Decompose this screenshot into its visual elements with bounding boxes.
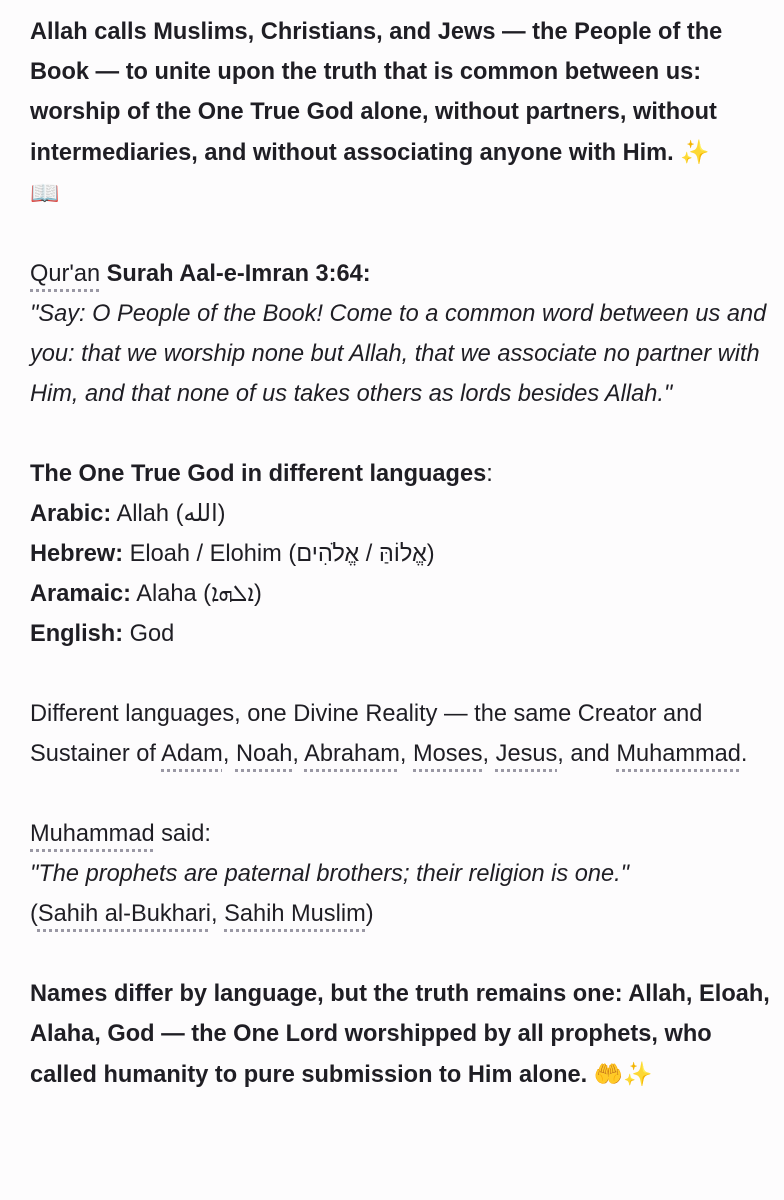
prophet-link-adam[interactable]: Adam: [161, 741, 223, 767]
language-item-aramaic: Aramaic: Alaha (ܐܠܗܐ): [30, 581, 262, 607]
prophet-link-jesus[interactable]: Jesus: [495, 741, 558, 767]
language-item-arabic: Arabic: Allah (الله): [30, 501, 226, 527]
closing-paragraph: [30, 974, 776, 1095]
source-link-bukhari[interactable]: Sahih al-Bukhari: [37, 901, 211, 927]
quran-link[interactable]: Qur'an: [30, 261, 101, 287]
open-book-icon: 📖: [30, 179, 60, 207]
quran-reference-line: [30, 254, 770, 294]
sparkles-icon: ✨: [623, 1060, 653, 1088]
hadith-sources: (Sahih al-Bukhari, Sahih Muslim): [30, 901, 374, 927]
prophet-link-abraham[interactable]: Abraham: [304, 741, 400, 767]
prophet-link-muhammad[interactable]: Muhammad: [616, 741, 741, 767]
language-item-hebrew: Hebrew: Eloah / Elohim (אֱלוֹהַּ / אֱלֹהִים): [30, 541, 435, 567]
muhammad-link[interactable]: Muhammad: [30, 821, 155, 847]
intro-paragraph: [30, 12, 770, 214]
surah-reference: Surah Aal-e-Imran 3:64:: [106, 261, 371, 287]
prophet-link-noah[interactable]: Noah: [235, 741, 293, 767]
divine-reality-paragraph: Different languages, one Divine Reality — the same Creator and Sustainer of Adam, Noah, Abraham, Moses, Jesus, and Muhammad.: [30, 701, 748, 767]
post-body: [30, 12, 776, 1095]
source-link-muslim[interactable]: Sahih Muslim: [224, 901, 366, 927]
closing-text: Names differ by language, but the truth remains one: Allah, Eloah, Alaha, God — the One Lord worshipped by all prophets, who called humanity to pure submission to Him alone.: [30, 981, 776, 1088]
prophet-link-moses[interactable]: Moses: [413, 741, 483, 767]
sparkles-icon: ✨: [680, 138, 710, 166]
raised-hands-icon: 🤲: [593, 1060, 624, 1088]
language-item-english: English: God: [30, 621, 175, 647]
languages-heading: The One True God in different languages:: [30, 461, 493, 487]
quran-quote: "Say: O People of the Book! Come to a common word between us and you: that we worship none but Allah, that we associate no partner with Him, and that none of us takes others as lords besides Allah.": [30, 301, 773, 407]
hadith-intro: Muhammad said:: [30, 821, 211, 847]
intro-text: Allah calls Muslims, Christians, and Jews — the People of the Book — to unite upon the truth that is common between us: worship of the One True God alone, without partners, without intermediaries, and without associating anyone with Him.: [30, 19, 729, 166]
hadith-quote: "The prophets are paternal brothers; their religion is one.": [30, 861, 630, 887]
